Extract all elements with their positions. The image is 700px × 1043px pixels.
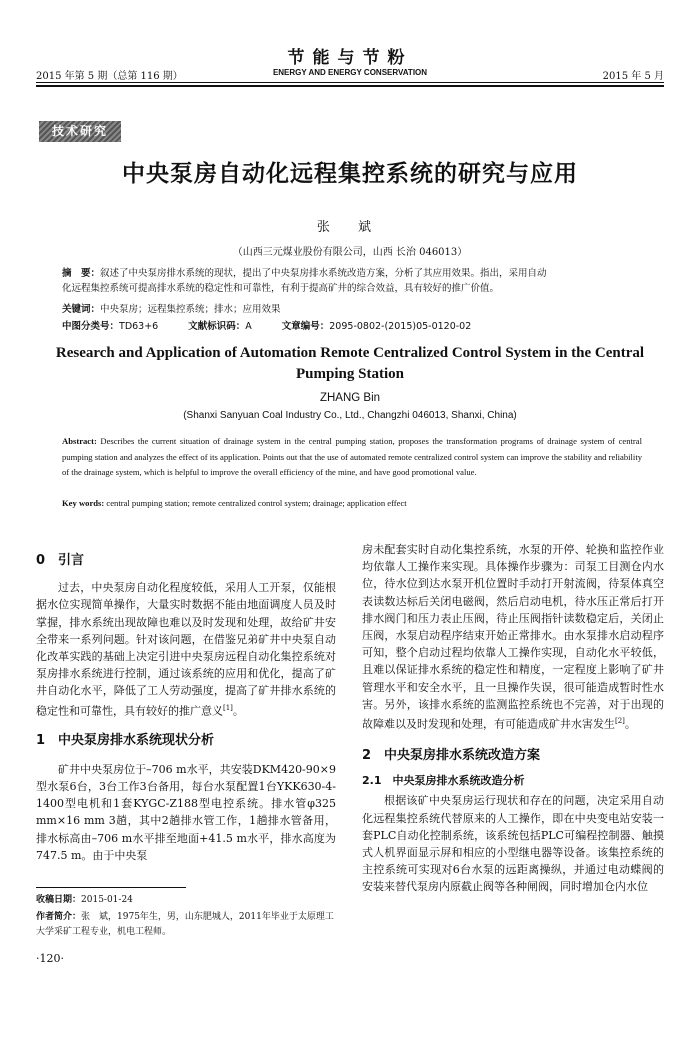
article-title-en: Research and Application of Automation Remote Centralized Control System in the Central Pumping Station xyxy=(55,345,645,382)
section-1-heading: 1 中央泵房排水系统现状分析 xyxy=(36,733,215,749)
bio-label: 作者简介： xyxy=(36,912,82,922)
journal-title-cn: 节能与节粉 xyxy=(287,48,413,68)
doc-code-label: 文献标识码： xyxy=(188,321,246,332)
keywords-cn-label: 关键词： xyxy=(62,304,101,315)
section-0-text: 过去，中央泵房自动化程度较低，采用人工开泵，仅能根据水位实现简单操作，大量实时数据不能由地面调度人员及时掌握，排水系统出现故障也难以及时发现和处理，故给矿井安全带来一系列问题。针对该问题，在借鉴兄弟矿井中央泵自动化改革实践的基础上决定引进中央泵房远程自动化集控系统对泵房排水系统进行控制，通过该系统的应用和优化，提高了矿井自动化水平，降低了工人劳动强度，提高了矿井排水系统的稳定性和可靠性，具有较好的推广意义 xyxy=(36,581,336,718)
issue-info: 2015 年第 5 期（总第 116 期） xyxy=(36,71,183,82)
abstract-cn-line1: 叙述了中央泵房排水系统的现状，提出了中央泵房排水系统改造方案，分析了其应用效果。指出，采用自动 xyxy=(100,268,547,279)
footnote-bio xyxy=(36,910,336,940)
right-paragraph-1-text: 房未配套实时自动化集控系统，水泵的开停、轮换和监控作业均依靠人工操作来实现。具体操作步骤为：司泵工目测仓内水位，待水位到达水泵开机位置时手动打开射流阀，待泵体真空表读数达标后关闭电磁阀，然后启动电机，待水压正常后打开排水阀门和压力表止压阀，待止压阀指针读数稳定后，关闭止压阀，水泵启动程序结束开始正常排水。由水泵排水启动程序可知，整个启动过程均依靠人工操作实现，自动化水平较低，且难以保证排水系统的稳定性和精度，一定程度上影响了矿井管理水平和安全水平，且一旦操作失误，很可能造成暂时性水害。另外，该排水系统的监测监控系统也不完善，对于出现的故障难以及时发现和处理，有可能造成矿井水害发生 xyxy=(362,543,664,731)
keywords-en-label: Key words: xyxy=(62,498,105,508)
bio-text: 张 斌，1975年生，男，山东肥城人，2011年毕业于太原理工大学采矿工程专业，机电工程师。 xyxy=(36,912,334,937)
section-2-heading: 2 中央泵房排水系统改造方案 xyxy=(362,747,541,763)
author-cn: 张 斌 xyxy=(316,220,384,235)
section-0-end: 。 xyxy=(232,704,244,718)
abstract-cn-label: 摘 要： xyxy=(62,268,101,279)
author-en: ZHANG Bin xyxy=(319,392,381,404)
footnote-received xyxy=(36,893,336,908)
abstract-cn-line2: 化远程集控系统可提高排水系统的稳定性和可靠性，有利于提高矿井的综合效益，具有较好的推广价值。 xyxy=(62,283,500,294)
keywords-cn xyxy=(62,301,642,315)
section-0-heading: 0 引言 xyxy=(36,553,85,568)
page-number: ·120· xyxy=(36,952,64,965)
affiliation-en: (Shanxi Sanyuan Coal Industry Co., Ltd., Changzhi 046013, Shanxi, China) xyxy=(183,410,517,421)
keywords-en xyxy=(62,498,642,508)
clc-value: TD63+6 xyxy=(119,321,159,332)
abstract-en-label: Abstract: xyxy=(62,436,97,446)
section-1-paragraph: 矿井中央泵房位于–706 m水平，共安装DKM420-90×9型水泵6台，3台工作3台备用，每台水泵配置1台YKK630-4-1400型电机和1套KYGC-Z188型电控系统。排水管φ325 mm×16 mm 3趟，其中2趟排水管工作，1趟排水管备用，排水标高由–706 m水平排至地面+41.5 m水平，排水高度为747.5 m。由于中央泵 xyxy=(36,762,336,862)
body-left-column xyxy=(36,552,336,864)
section-2-1-heading: 2.1 中央泵房排水系统改造分析 xyxy=(362,774,525,788)
citation-2: [2] xyxy=(615,717,625,726)
abstract-en-text: Describes the current situation of drainage system in the central pumping station, proposes the transformation programs of drainage system of central pumping station and analyzes the effect of its application. Points out that the use of automated remote centralized control system can improve the stability and reliability of the drainage system, which is helpful to improve the overall efficiency of the mine, and have good promotional value. xyxy=(62,436,642,477)
section-2-1-paragraph: 根据该矿中央泵房运行现状和存在的问题，决定采用自动化远程集控系统代替原来的人工操作，即在中央变电站安装一套PLC自动化控制系统，该系统包括PLC可编程控制器、触摸式人机界面显示屏和相应的小型继电器等设备。该集控系统的主控系统可实现对6台水泵的远距离操纵，并通过电动蝶阀的安装来替代泵房内原截止阀等各种闸阀，同时增加仓内水位 xyxy=(362,794,664,894)
journal-title-en: ENERGY AND ENERGY CONSERVATION xyxy=(272,68,428,77)
citation-1: [1] xyxy=(223,703,233,712)
clc-label: 中图分类号： xyxy=(62,321,120,332)
header-rule-thin xyxy=(36,82,664,83)
body-right-column xyxy=(362,541,664,896)
article-number-value: 2095-0802-(2015)05-0120-02 xyxy=(329,321,472,332)
doc-code-value: A xyxy=(245,321,252,332)
journal-masthead xyxy=(0,48,700,78)
header-rule-thick xyxy=(36,85,664,87)
abstract-en xyxy=(62,434,642,481)
footnote-rule xyxy=(36,887,186,888)
right-paragraph-1-end: 。 xyxy=(624,717,636,731)
article-title-cn: 中央泵房自动化远程集控系统的研究与应用 xyxy=(122,161,578,187)
article-number-label: 文章编号： xyxy=(281,321,330,332)
abstract-cn xyxy=(62,266,642,296)
received-label: 收稿日期： xyxy=(36,895,82,905)
keywords-cn-text: 中央泵房；远程集控系统；排水；应用效果 xyxy=(100,304,281,315)
keywords-en-text: central pumping station; remote centralized control system; drainage; application effect xyxy=(106,498,407,508)
received-date: 2015-01-24 xyxy=(81,895,133,905)
section-badge: 技术研究 xyxy=(39,121,121,142)
right-paragraph-1 xyxy=(362,541,664,733)
affiliation-cn: （山西三元煤业股份有限公司，山西 长治 046013） xyxy=(232,247,468,258)
classification-row xyxy=(62,318,642,332)
issue-date: 2015 年 5 月 xyxy=(602,71,664,82)
section-0-paragraph xyxy=(36,579,336,719)
